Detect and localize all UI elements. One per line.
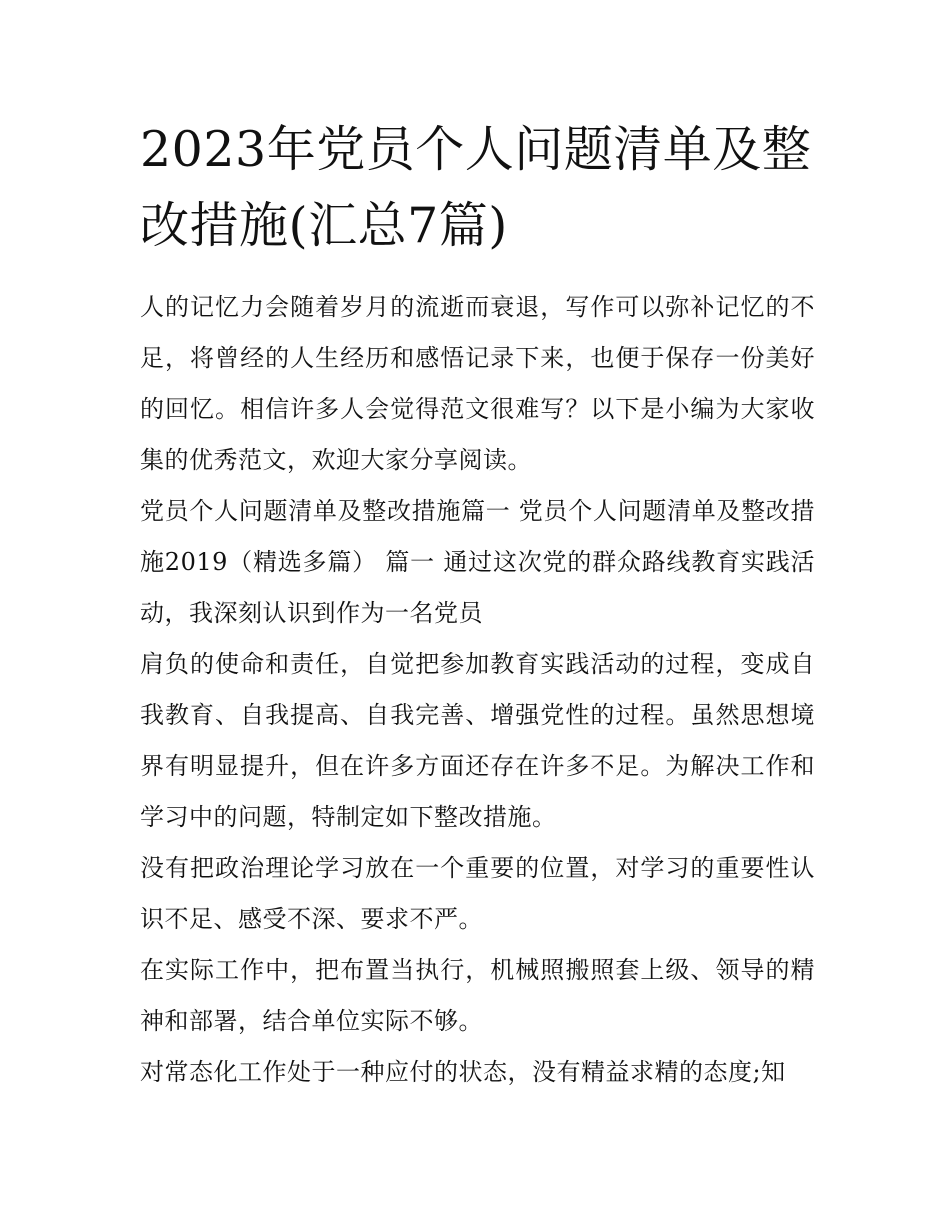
paragraph-issue-study: 没有把政治理论学习放在一个重要的位置，对学习的重要性认识不足、感受不深、要求不严。	[140, 854, 815, 933]
document-page	[140, 112, 815, 1098]
document-title: 2023年党员个人问题清单及整改措施(汇总7篇)	[140, 121, 812, 254]
paragraph-intro: 人的记忆力会随着岁月的流逝而衰退，写作可以弥补记忆的不足，将曾经的人生经历和感悟记录下来，也便于保存一份美好的回忆。相信许多人会觉得范文很难写？以下是小编为大家收集的优秀范文，欢迎大家分享阅读。	[140, 293, 815, 474]
paragraph-issue-execution: 在实际工作中，把布置当执行，机械照搬照套上级、领导的精神和部署，结合单位实际不够。	[140, 956, 815, 1035]
paragraph-responsibility: 肩负的使命和责任，自觉把参加教育实践活动的过程，变成自我教育、自我提高、自我完善、增强党性的过程。虽然思想境界有明显提升，但在许多方面还存在许多不足。为解决工作和学习中的问题，特制定如下整改措施。	[140, 650, 815, 831]
paragraph-section-one: 党员个人问题清单及整改措施篇一 党员个人问题清单及整改措施2019（精选多篇） 篇一 通过这次党的群众路线教育实践活动，我深刻认识到作为一名党员	[140, 497, 815, 627]
paragraph-issue-attitude: 对常态化工作处于一种应付的状态，没有精益求精的态度;知	[140, 1058, 786, 1086]
